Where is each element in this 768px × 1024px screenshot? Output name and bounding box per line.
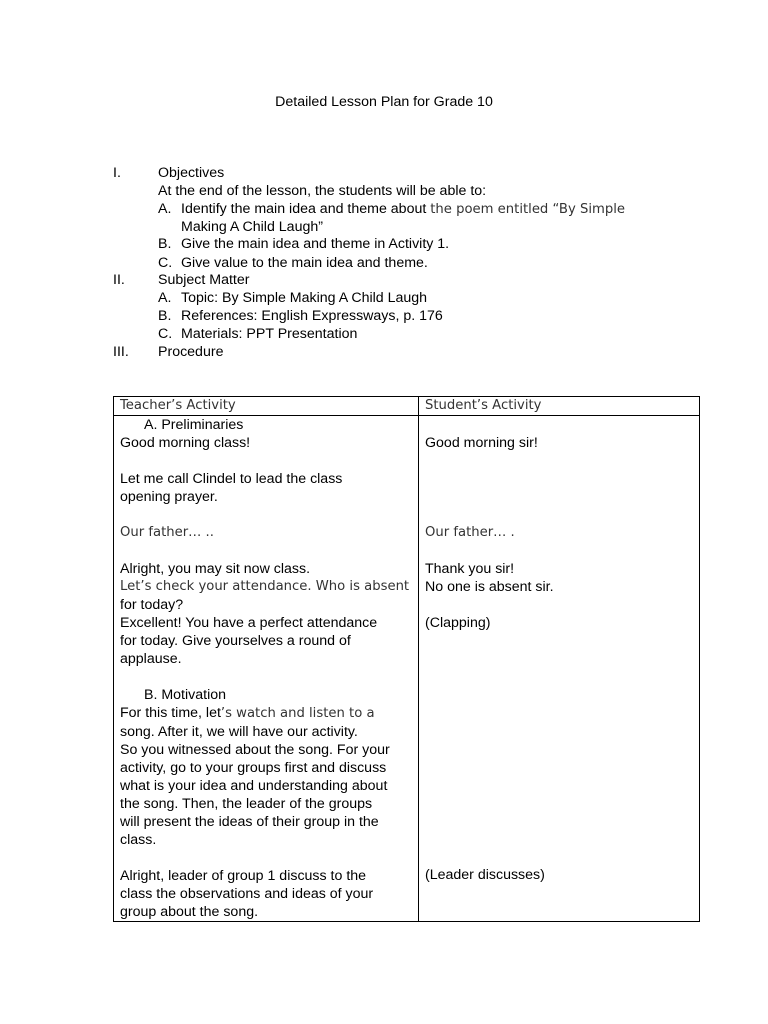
student-greeting: Good morning sir!: [425, 435, 538, 451]
subject-matter-label: Subject Matter: [158, 272, 250, 288]
teacher-song-text-continued: ’s watch and listen to a: [220, 706, 375, 721]
objective-text: Give value to the main idea and theme.: [181, 255, 428, 271]
subject-letter: B.: [158, 308, 172, 324]
teacher-excellent-line: Excellent! You have a perfect attendance: [120, 615, 378, 631]
activity-table: [113, 396, 700, 922]
objectives-label: Objectives: [158, 165, 225, 181]
objective-letter: B.: [158, 236, 172, 252]
teacher-witness-line: So you witnessed about the song. For your: [120, 742, 390, 758]
student-clapping: (Clapping): [425, 615, 491, 631]
teacher-attendance-line: Let’s check your attendance. Who is absent: [120, 579, 410, 594]
teacher-song-text: For this time, let: [120, 705, 221, 721]
subject-text: Materials: PPT Presentation: [181, 326, 358, 342]
teacher-song-line: [120, 704, 412, 723]
student-no-absent: No one is absent sir.: [425, 579, 554, 595]
teacher-our-father: Our father… ..: [120, 525, 214, 540]
objectives-intro: At the end of the lesson, the students will be able to:: [158, 183, 487, 199]
table-header-row: [114, 397, 700, 416]
student-thank-you: Thank you sir!: [425, 561, 515, 577]
preliminaries-label: A. Preliminaries: [144, 417, 244, 433]
student-activity-header: Student’s Activity: [419, 397, 700, 416]
procedure-heading: [113, 343, 223, 361]
teacher-sit-down: Alright, you may sit now class.: [120, 561, 311, 577]
document-title: Detailed Lesson Plan for Grade 10: [275, 94, 493, 110]
teacher-witness-line: the song. Then, the leader of the groups: [120, 796, 373, 812]
teacher-leader-line: Alright, leader of group 1 discuss to the: [120, 868, 367, 884]
objective-item-c: [158, 254, 428, 272]
teacher-excellent-line: applause.: [120, 651, 182, 667]
teacher-excellent-line: for today. Give yourselves a round of: [120, 633, 351, 649]
procedure-numeral: III.: [113, 344, 129, 360]
subject-matter-heading: [113, 271, 249, 289]
student-leader-discusses: (Leader discusses): [425, 867, 545, 883]
table-row: [114, 416, 700, 922]
objective-text-wrap: Making A Child Laugh”: [181, 219, 323, 235]
subject-item-b: [158, 307, 443, 325]
teacher-song-line: song. After it, we will have our activity.: [120, 724, 358, 740]
objectives-heading: [113, 164, 224, 182]
student-activity-cell: [419, 416, 700, 922]
teacher-leader-line: class the observations and ideas of your: [120, 886, 374, 902]
objectives-numeral: I.: [113, 165, 121, 181]
teacher-leader-line: group about the song.: [120, 904, 259, 920]
objective-text: Identify the main idea and theme about: [181, 201, 431, 217]
objective-letter: C.: [158, 255, 173, 271]
teacher-prayer-line: opening prayer.: [120, 489, 218, 505]
teacher-prayer-line: Let me call Clindel to lead the class: [120, 471, 343, 487]
subject-letter: C.: [158, 326, 173, 342]
objective-item-a: [158, 200, 625, 235]
teacher-activity-cell: [114, 416, 419, 922]
procedure-label: Procedure: [158, 344, 224, 360]
teacher-witness-line: what is your idea and understanding about: [120, 778, 388, 794]
teacher-activity-header: Teacher’s Activity: [114, 397, 419, 416]
teacher-attendance-line: for today?: [120, 597, 184, 613]
subject-text: Topic: By Simple Making A Child Laugh: [181, 290, 428, 306]
teacher-witness-line: activity, go to your groups first and discuss: [120, 760, 387, 776]
subject-matter-numeral: II.: [113, 272, 125, 288]
subject-letter: A.: [158, 290, 172, 306]
teacher-witness-line: class.: [120, 832, 157, 848]
objective-text: Give the main idea and theme in Activity 1.: [181, 236, 450, 252]
objective-letter: A.: [158, 201, 172, 217]
subject-item-c: [158, 325, 357, 343]
student-our-father: Our father… .: [425, 525, 515, 540]
subject-item-a: [158, 289, 427, 307]
objective-item-b: [158, 235, 449, 253]
teacher-greeting: Good morning class!: [120, 435, 251, 451]
motivation-label: B. Motivation: [144, 687, 227, 703]
objective-text-continued: the poem entitled “By Simple: [430, 202, 625, 217]
teacher-witness-line: will present the ideas of their group in the: [120, 814, 379, 830]
subject-text: References: English Expressways, p. 176: [181, 308, 443, 324]
